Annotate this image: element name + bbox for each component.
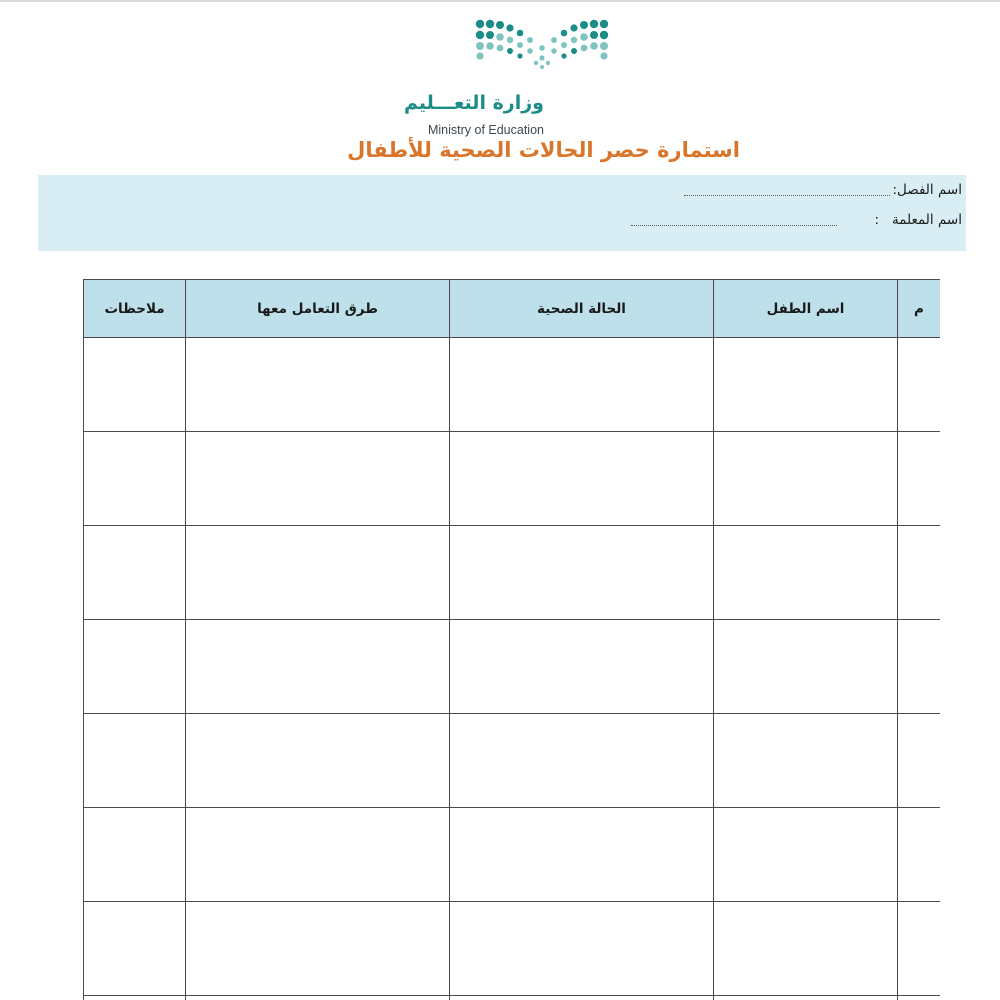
form-title: استمارة حصر الحالات الصحية للأطفال	[347, 138, 740, 162]
cell-handling-methods[interactable]	[186, 808, 450, 902]
ministry-logo	[0, 18, 1000, 137]
cell-notes[interactable]	[84, 902, 186, 996]
cell-notes[interactable]	[84, 808, 186, 902]
cell-health-condition[interactable]	[450, 996, 714, 1000]
class-name-row	[684, 180, 962, 200]
cell-handling-methods[interactable]	[186, 432, 450, 526]
table-row	[84, 432, 941, 526]
cell-health-condition[interactable]	[450, 432, 714, 526]
cell-child-name[interactable]	[714, 338, 898, 432]
page-top-border	[0, 0, 1000, 2]
cell-handling-methods[interactable]	[186, 338, 450, 432]
table-row	[84, 902, 941, 996]
ministry-name-arabic: وزارة التعـــليم	[403, 92, 544, 114]
cell-handling-methods[interactable]	[186, 714, 450, 808]
cell-handling-methods[interactable]	[186, 526, 450, 620]
cell-notes[interactable]	[84, 714, 186, 808]
cell-notes[interactable]	[84, 526, 186, 620]
cell-child-name[interactable]	[714, 714, 898, 808]
cell-index[interactable]	[898, 526, 941, 620]
cell-index[interactable]	[898, 620, 941, 714]
table-row	[84, 714, 941, 808]
teacher-name-field[interactable]	[631, 215, 837, 226]
teacher-name-label: اسم المعلمة :	[874, 212, 962, 228]
ministry-name-english: Ministry of Education	[427, 123, 544, 137]
cell-notes[interactable]	[84, 620, 186, 714]
health-conditions-table-container	[83, 279, 940, 1000]
cell-index[interactable]	[898, 902, 941, 996]
health-conditions-table	[83, 279, 940, 1000]
cell-handling-methods[interactable]	[186, 996, 450, 1000]
cell-health-condition[interactable]	[450, 338, 714, 432]
cell-notes[interactable]	[84, 996, 186, 1000]
cell-handling-methods[interactable]	[186, 620, 450, 714]
cell-handling-methods[interactable]	[186, 902, 450, 996]
table-row	[84, 338, 941, 432]
header-notes: ملاحظات	[84, 280, 186, 338]
cell-health-condition[interactable]	[450, 902, 714, 996]
ministry-logo-dots-icon	[472, 18, 612, 70]
cell-health-condition[interactable]	[450, 808, 714, 902]
table-row	[84, 808, 941, 902]
cell-index[interactable]	[898, 808, 941, 902]
cell-health-condition[interactable]	[450, 620, 714, 714]
header-child-name: اسم الطفل	[714, 280, 898, 338]
header-handling-methods: طرق التعامل معها	[186, 280, 450, 338]
cell-index[interactable]	[898, 338, 941, 432]
header-index: م	[898, 280, 941, 338]
table-row	[84, 996, 941, 1000]
class-name-field[interactable]	[684, 185, 890, 196]
table-row	[84, 620, 941, 714]
cell-child-name[interactable]	[714, 526, 898, 620]
cell-child-name[interactable]	[714, 902, 898, 996]
cell-index[interactable]	[898, 996, 941, 1000]
class-name-label: اسم الفصل:	[892, 182, 962, 198]
cell-child-name[interactable]	[714, 808, 898, 902]
cell-index[interactable]	[898, 714, 941, 808]
form-info-panel	[38, 175, 966, 251]
cell-health-condition[interactable]	[450, 526, 714, 620]
cell-child-name[interactable]	[714, 996, 898, 1000]
cell-index[interactable]	[898, 432, 941, 526]
cell-child-name[interactable]	[714, 620, 898, 714]
table-body	[84, 338, 941, 1000]
cell-child-name[interactable]	[714, 432, 898, 526]
teacher-name-row	[631, 210, 962, 230]
cell-health-condition[interactable]	[450, 714, 714, 808]
table-header-row	[84, 280, 941, 338]
header-health-condition: الحالة الصحية	[450, 280, 714, 338]
table-row	[84, 526, 941, 620]
cell-notes[interactable]	[84, 338, 186, 432]
cell-notes[interactable]	[84, 432, 186, 526]
